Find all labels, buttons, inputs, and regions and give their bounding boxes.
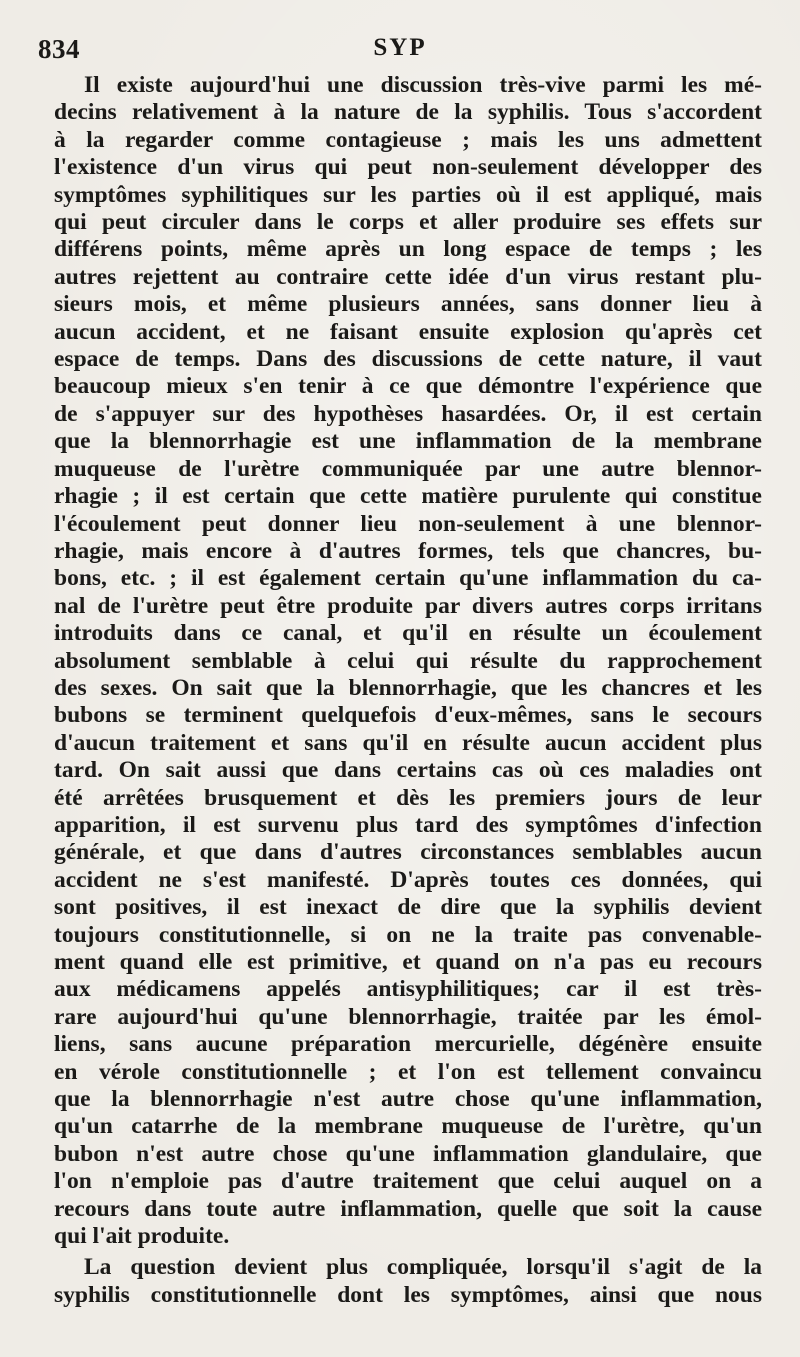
text-line: de s'appuyer sur des hypothèses hasardées. Or, il est certain — [54, 400, 762, 427]
text-line: sieurs mois, et même plusieurs années, sans donner lieu à — [54, 291, 762, 318]
text-line: générale, et que dans d'autres circonstances semblables aucun — [54, 839, 762, 866]
text-line: l'on n'emploie pas d'autre traitement que celui auquel on a — [54, 1168, 762, 1195]
text-line: qu'un catarrhe de la membrane muqueuse de l'urètre, qu'un — [54, 1113, 762, 1140]
text-line: aucun accident, et ne faisant ensuite explosion qu'après cet — [54, 318, 762, 345]
text-line: bons, etc. ; il est également certain qu'une inflammation du ca- — [54, 565, 762, 592]
text-line: muqueuse de l'urètre communiquée par une autre blennor- — [54, 455, 762, 482]
text-line: espace de temps. Dans des discussions de cette nature, il vaut — [54, 346, 762, 373]
text-line: absolument semblable à celui qui résulte du rapprochement — [54, 647, 762, 674]
paragraph — [54, 1254, 762, 1309]
text-line: d'aucun traitement et sans qu'il en résulte aucun accident plus — [54, 729, 762, 756]
text-line: que la blennorrhagie est une inflammation de la membrane — [54, 428, 762, 455]
text-line: decins relativement à la nature de la syphilis. Tous s'accordent — [54, 99, 762, 126]
text-line: tard. On sait aussi que dans certains cas où ces maladies ont — [54, 757, 762, 784]
text-line: Il existe aujourd'hui une discussion très-vive parmi les mé- — [84, 72, 762, 98]
text-line: nal de l'urètre peut être produite par divers autres corps irritans — [54, 592, 762, 619]
text-line: rhagie, mais encore à d'autres formes, tels que chancres, bu- — [54, 537, 762, 564]
text-line: symptômes syphilitiques sur les parties où il est appliqué, mais — [54, 181, 762, 208]
text-line: accident ne s'est manifesté. D'après toutes ces données, qui — [54, 866, 762, 893]
text-line: beaucoup mieux s'en tenir à ce que démontre l'expérience que — [54, 373, 762, 400]
page-number: 834 — [38, 34, 80, 64]
text-line: recours dans toute autre inflammation, quelle que soit la cause — [54, 1195, 762, 1222]
text-line: La question devient plus compliquée, lorsqu'il s'agit de la — [84, 1254, 762, 1281]
paragraph — [54, 72, 762, 1250]
text-line: qui peut circuler dans le corps et aller produire ses effets sur — [54, 209, 762, 236]
text-line: introduits dans ce canal, et qu'il en résulte un écoulement — [54, 620, 762, 647]
text-line: bubons se terminent quelquefois d'eux-mêmes, sans le secours — [54, 702, 762, 729]
text-line: qui l'ait produite. — [54, 1223, 230, 1250]
text-line: bubon n'est autre chose qu'une inflammation glandulaire, que — [54, 1140, 762, 1167]
text-line: en vérole constitutionnelle ; et l'on est tellement convaincu — [54, 1058, 762, 1085]
body-text — [54, 72, 762, 1309]
text-line: syphilis constitutionnelle dont les symptômes, ainsi que nous — [54, 1281, 762, 1308]
text-line: différens points, même après un long espace de temps ; les — [54, 236, 762, 263]
text-line: apparition, il est survenu plus tard des symptômes d'infection — [54, 811, 762, 838]
text-line: liens, sans aucune préparation mercurielle, dégénère ensuite — [54, 1031, 762, 1058]
text-line: l'existence d'un virus qui peut non-seulement développer des — [54, 154, 762, 181]
text-line: aux médicamens appelés antisyphilitiques; car il est très- — [54, 976, 762, 1003]
text-line: autres rejettent au contraire cette idée d'un virus restant plu- — [54, 263, 762, 290]
text-line: rhagie ; il est certain que cette matière purulente qui constitue — [54, 483, 762, 510]
text-line: sont positives, il est inexact de dire que la syphilis devient — [54, 894, 762, 921]
page-header — [38, 30, 762, 72]
text-line: été arrêtées brusquement et dès les premiers jours de leur — [54, 784, 762, 811]
text-line: que la blennorrhagie n'est autre chose qu'une inflammation, — [54, 1086, 762, 1113]
text-line: à la regarder comme contagieuse ; mais les uns admettent — [54, 126, 762, 153]
text-line: ment quand elle est primitive, et quand on n'a pas eu recours — [54, 949, 762, 975]
running-head: SYP — [373, 34, 427, 61]
text-line: des sexes. On sait que la blennorrhagie, que les chancres et les — [54, 674, 762, 701]
text-line: rare aujourd'hui qu'une blennorrhagie, traitée par les émol- — [54, 1003, 762, 1030]
text-line: toujours constitutionnelle, si on ne la traite pas convenable- — [54, 921, 762, 948]
text-line: l'écoulement peut donner lieu non-seulement à une blennor- — [54, 510, 762, 537]
